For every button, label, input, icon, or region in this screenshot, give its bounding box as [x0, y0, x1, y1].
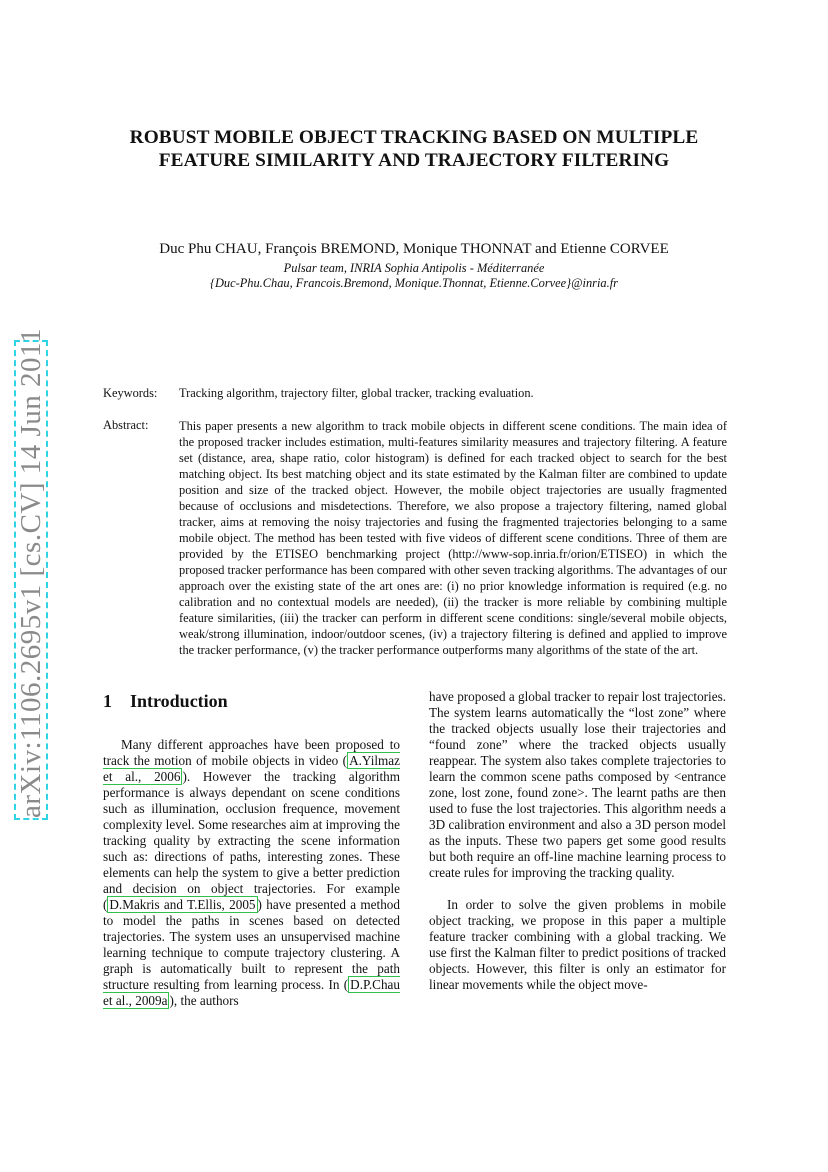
author-list: Duc Phu CHAU, François BREMOND, Monique THONNAT and Etienne CORVEE [159, 241, 669, 257]
text-run: Many different approaches have been proposed to track the motion of mobile objects in video ( [103, 737, 400, 768]
citation-link-chau[interactable]: D.P.Chau et al., 2009a [103, 977, 400, 1008]
text-run: ). However the tracking algorithm performance is always dependant on scene conditions such as illumination, occlusion frequence, movement complexity level. Some researches aim at improving the tracking quality by extracting the scene information such as: directions of paths, interesting zones. These elements can help the system to give a better prediction and decision on object trajectories. For example ( [103, 769, 400, 912]
right-column [429, 689, 726, 993]
author-emails: {Duc-Phu.Chau, Francois.Bremond, Monique.Thonnat, Etienne.Corvee}@inria.fr [209, 276, 618, 290]
left-column [103, 737, 400, 1009]
text-run: ), the authors [169, 993, 239, 1008]
section-title: Introduction [130, 691, 228, 711]
intro-paragraph-2: In order to solve the given problems in mobile object tracking, we propose in this paper a multiple feature tracker combining with a global tracking. We use first the Kalman filter to predict positions of tracked objects. However, this filter is only an estimator for linear movements while the object move- [429, 897, 726, 992]
keywords-label: Keywords: [103, 386, 158, 400]
citation-link-yilmaz[interactable]: A.Yilmaz et al., 2006 [103, 753, 400, 784]
keywords-text: Tracking algorithm, trajectory filter, global tracker, tracking evaluation. [179, 386, 534, 400]
citation-link-makris[interactable]: D.Makris and T.Ellis, 2005 [109, 897, 256, 912]
section-heading-introduction [103, 690, 228, 712]
arxiv-identifier-stamp: arXiv:1106.2695v1 [cs.CV] 14 Jun 2011 [15, 328, 47, 818]
paper-title [100, 126, 728, 172]
title-line-1: ROBUST MOBILE OBJECT TRACKING BASED ON MULTIPLE [129, 127, 699, 148]
abstract-text: This paper presents a new algorithm to track mobile objects in different scene conditions. The main idea of the proposed tracker includes estimation, multi-features similarity measures and trajectory filtering. A feature set (distance, area, shape ratio, color histogram) is defined for each tracked object to search for the best matching object. Its best matching object and its state estimated by the Kalman filter are combined to update position and size of the tracked object. However, the mobile object trajectories are usually fragmented because of occlusions and misdetections. Therefore, we also propose a trajectory filtering, named global tracker, aims at removing the noisy trajectories and fusing the fragmented trajectories belonging to a same mobile object. The method has been tested with five videos of different scene conditions. Three of them are provided by the ETISEO benchmarking project (http://www-sop.inria.fr/orion/ETISEO) in which the proposed tracker performance has been compared with other seven tracking algorithms. The advantages of our approach over the existing state of the art ones are: (i) no prior knowledge information is required (e.g. no calibration and no contextual models are needed), (ii) the tracker is more reliable by combining multiple feature similarities, (iii) the tracker can perform in different scene conditions: single/several mobile objects, weak/strong illumination, indoor/outdoor scenes, (iv) a trajectory filtering is defined and applied to improve the tracker performance, (v) the tracker performance outperforms many algorithms of the state of the art. [179, 419, 727, 657]
text-run: ) have presented a method to model the paths in scenes based on detected trajectories. The system uses an unsupervised machine learning technique to compute trajectory clustering. A graph is automatically built to represent the path structure resulting from learning process. In ( [103, 897, 400, 992]
abstract-label: Abstract: [103, 418, 149, 432]
section-number: 1 [103, 691, 112, 711]
affiliation: Pulsar team, INRIA Sophia Antipolis - Méditerranée [283, 261, 545, 275]
intro-paragraph-1-continued: have proposed a global tracker to repair lost trajectories. The system learns automatically the “lost zone” where the tracked objects usually lose their trajectories and “found zone” where the tracked objects usually reappear. The system also takes complete trajectories to learn the common scene paths composed by <entrance zone, lost zone, found zone>. The learnt paths are then used to fuse the lost trajectories. This algorithm needs a 3D calibration environment and also a 3D person model as the inputs. These two papers get some good results but both require an off-line machine learning process to create rules for improving the tracking quality. [429, 689, 726, 880]
title-line-2: FEATURE SIMILARITY AND TRAJECTORY FILTERING [158, 150, 670, 171]
intro-paragraph-1 [103, 737, 400, 1009]
